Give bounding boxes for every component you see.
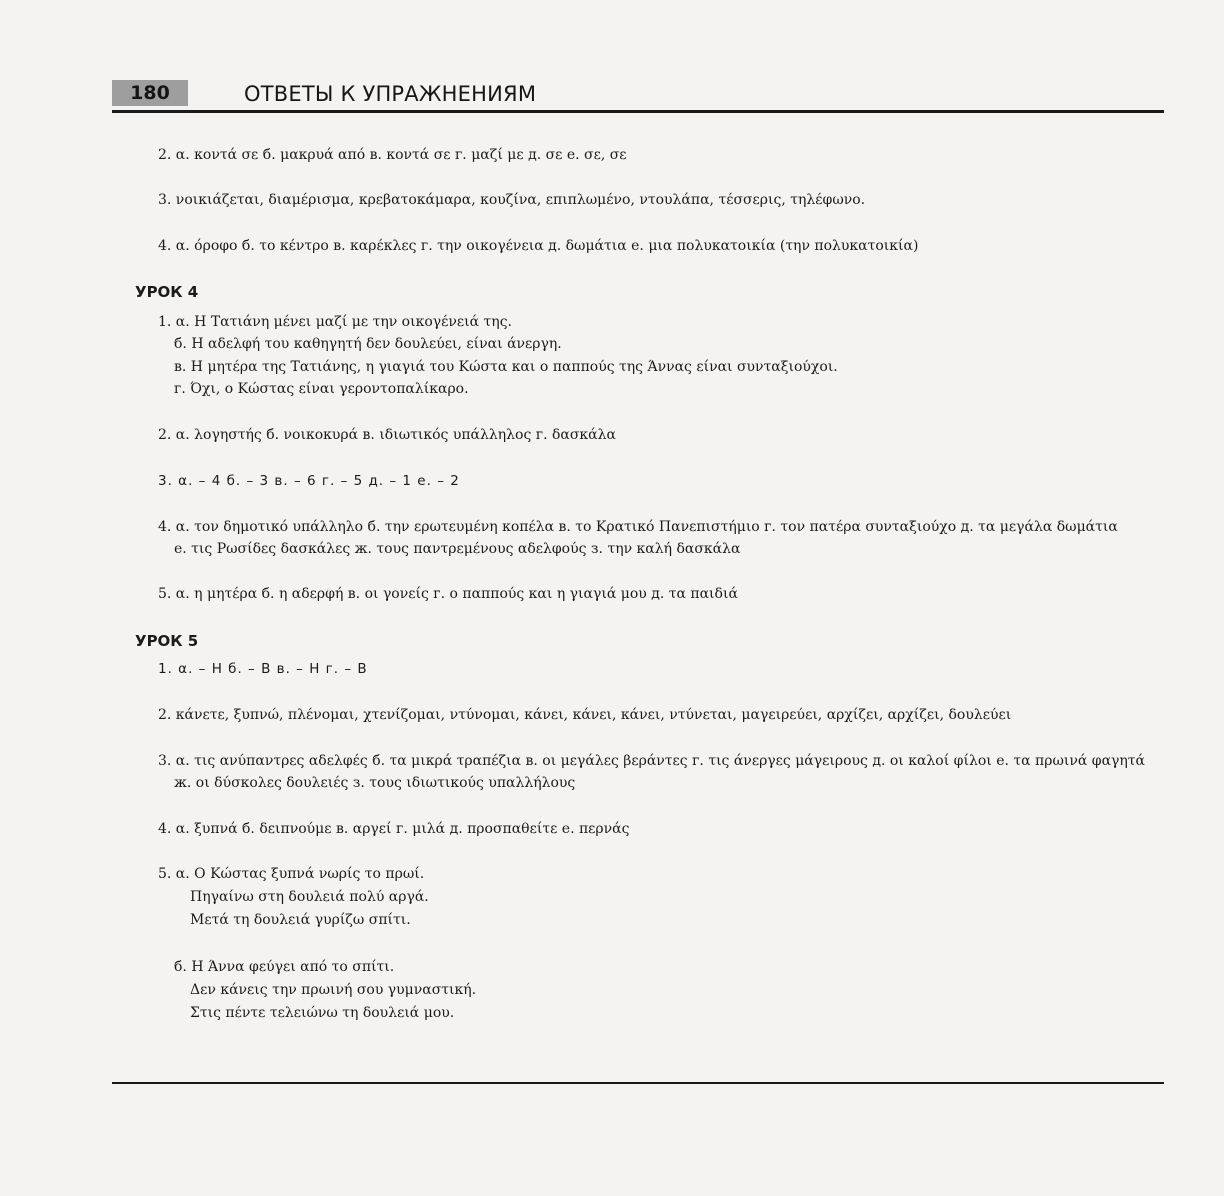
answer-line: 2. κάνετε, ξυπνώ, πλένομαι, χτενίζομαι, ντύνομαι, κάνει, κάνει, κάνει, ντύνεται, μαγειρεύει, αρχίζει, αρχίζει, δουλεύει (158, 707, 1012, 723)
answer-line: 5. α. η μητέρα б. η αδερφή в. οι γονείς г. ο παππούς και η γιαγιά μου д. τα παιδιά (158, 586, 738, 602)
page-title: ОТВЕТЫ К УПРАЖНЕНИЯМ (244, 82, 537, 106)
answer-line: 3. α. – 4 б. – 3 в. – 6 г. – 5 д. – 1 е. – 2 (158, 473, 460, 489)
answer-line: 1. α. – Н б. – В в. – Н г. – В (158, 661, 368, 677)
answer-line: в. Η μητέρα της Τατιάνης, η γιαγιά του Κώστα και ο παππούς της Άννας είναι συνταξιούχοι. (174, 359, 838, 375)
header-rule (112, 110, 1164, 113)
answer-line: Μετά τη δουλειά γυρίζω σπίτι. (190, 912, 411, 928)
answer-line: 5. α. Ο Κώστας ξυπνά νωρίς το πρωί. (158, 866, 425, 882)
answer-line: ж. οι δύσκολες δουλειές з. τους ιδιωτικούς υπαλλήλους (174, 775, 576, 791)
footer-rule (112, 1082, 1164, 1084)
answer-line: 4. α. τον δημοτικό υπάλληλο б. την ερωτευμένη κοπέλα в. το Κρατικό Πανεπιστήμιο г. τον πατέρα συνταξιούχο д. τα μεγάλα δωμάτια (158, 519, 1118, 535)
answer-line: 3. νοικιάζεται, διαμέρισμα, κρεβατοκάμαρα, κουζίνα, επιπλωμένο, ντουλάπα, τέσσερις, τηλέφωνο. (158, 192, 866, 208)
answer-line: 3. α. τις ανύπαντρες αδελφές б. τα μικρά τραπέζια в. οι μεγάλες βεράντες г. τις άνεργες μάγειρους д. οι καλοί φίλοι е. τα πρωινά φαγητά (158, 753, 1145, 769)
section-heading-lesson-4: УРОК 4 (135, 283, 199, 301)
answer-line: 2. α. κοντά σε б. μακρυά από в. κοντά σε г. μαζί με д. σε е. σε, σε (158, 147, 627, 163)
page-number: 180 (112, 80, 188, 106)
section-heading-lesson-5: УРОК 5 (135, 632, 199, 650)
answer-line: 4. α. ξυπνά б. δειπνούμε в. αργεί г. μιλά д. προσπαθείτε е. περνάς (158, 821, 630, 837)
answer-line: 2. α. λογηστής б. νοικοκυρά в. ιδιωτικός υπάλληλος г. δασκάλα (158, 427, 616, 443)
answer-line: 1. α. Η Τατιάνη μένει μαζί με την οικογένειά της. (158, 314, 512, 330)
answer-line: 4. α. όροφο б. το κέντρο в. καρέκλες г. την οικογένεια д. δωμάτια е. μια πολυκατοικία (την πολυκατοικία) (158, 238, 919, 254)
answer-line: Δεν κάνεις την πρωινή σου γυμναστική. (190, 982, 477, 998)
answer-line: Στις πέντε τελειώνω τη δουλειά μου. (190, 1005, 455, 1021)
answer-line: б. Η αδελφή του καθηγητή δεν δουλεύει, είναι άνεργη. (174, 336, 562, 352)
answer-line: Πηγαίνω στη δουλειά πολύ αργά. (190, 889, 429, 905)
answer-line: е. τις Ρωσίδες δασκάλες ж. τους παντρεμένους αδελφούς з. την καλή δασκάλα (174, 541, 741, 557)
page-header (112, 74, 1164, 114)
answer-line: б. Η Άννα φεύγει από το σπίτι. (174, 959, 395, 975)
answer-line: г. Όχι, ο Κώστας είναι γεροντοπαλίκαρο. (174, 381, 469, 397)
